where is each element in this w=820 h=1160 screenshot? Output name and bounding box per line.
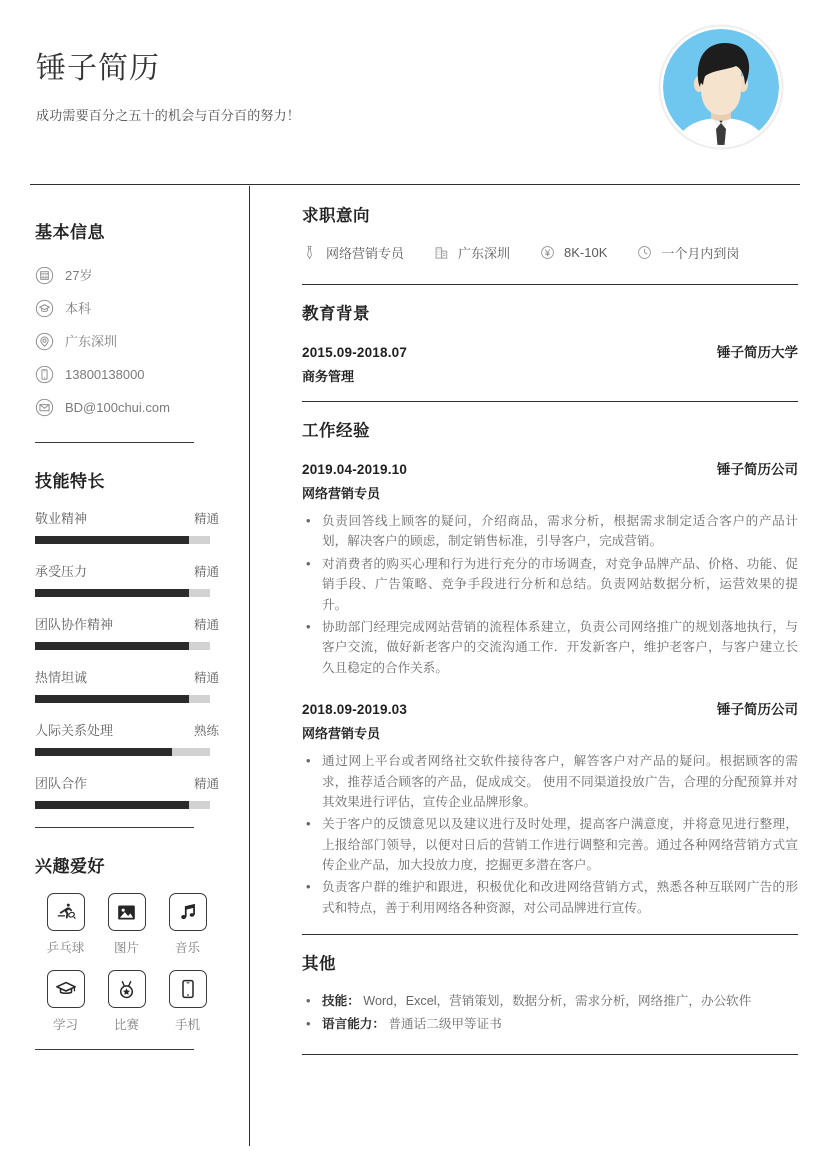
skill-item bbox=[35, 720, 219, 756]
list-item bbox=[35, 259, 219, 292]
job-intent-salary-label: 8K-10K bbox=[564, 245, 608, 260]
skill-item bbox=[35, 773, 219, 809]
education-entry bbox=[302, 341, 798, 385]
experience-company: 锤子简历公司 bbox=[717, 462, 798, 477]
skill-level: 精通 bbox=[193, 618, 219, 632]
graduation-cap-icon bbox=[47, 970, 85, 1008]
hobby-item bbox=[96, 893, 157, 956]
skill-progress-fill bbox=[35, 801, 189, 809]
bullet-item: • 协助部门经理完成网站营销的流程体系建立，负责公司网络推广的规划落地执行，与客户交流，做好新老客户的交流沟通工作．开发新客户，维护老客户，与客户建立长久且稳定的合作关系。 bbox=[318, 617, 798, 678]
skill-name: 敬业精神 bbox=[35, 511, 88, 526]
skill-name: 团队协作精神 bbox=[35, 617, 114, 632]
other-heading: 其他 bbox=[302, 955, 336, 974]
experience-entry bbox=[302, 458, 798, 678]
skill-level: 精通 bbox=[193, 512, 219, 526]
hobbies-grid bbox=[35, 893, 220, 1047]
skill-progress-track bbox=[35, 642, 210, 650]
bottom-divider bbox=[302, 1054, 798, 1055]
bullet-item: • 负责回答线上顾客的疑问，介绍商品，需求分析，根据需求制定适合客户的产品计划，解决客户的顾虑，制定销售标准，引导客户，完成营销。 bbox=[318, 511, 798, 552]
list-item bbox=[35, 325, 219, 358]
section-hobbies bbox=[35, 852, 219, 1050]
skill-level: 精通 bbox=[193, 671, 219, 685]
skill-progress-fill bbox=[35, 589, 189, 597]
hobby-item bbox=[35, 893, 96, 956]
experience-bullets bbox=[302, 511, 798, 678]
skill-progress-track bbox=[35, 536, 210, 544]
experience-bullets bbox=[302, 751, 798, 918]
experience-entry bbox=[302, 698, 798, 918]
education-heading: 教育背景 bbox=[302, 305, 370, 323]
skill-name: 热情坦诚 bbox=[35, 670, 88, 685]
section-basic-info bbox=[35, 218, 219, 443]
mobile-phone-icon bbox=[169, 970, 207, 1008]
skills-heading: 技能特长 bbox=[35, 472, 105, 491]
section-divider bbox=[302, 401, 798, 402]
hobby-label: 音乐 bbox=[174, 941, 200, 955]
job-intent-heading: 求职意向 bbox=[302, 207, 370, 225]
list-item-label: 本科 bbox=[65, 301, 92, 316]
skill-progress-track bbox=[35, 801, 210, 809]
bullet-item: • 关于客户的反馈意见以及建议进行及时处理，提高客户满意度，并将意见进行整理，上报给部门领导，以便对日后的营销工作进行调整和完善。通过各种网络营销方式宣传企业产品，加大投放力度，挖掘更多潜在客户。 bbox=[318, 814, 798, 875]
skill-item bbox=[35, 561, 219, 597]
job-intent-availability bbox=[637, 243, 739, 262]
resume-header bbox=[0, 0, 820, 184]
section-experience bbox=[302, 401, 798, 918]
tie-icon bbox=[302, 245, 317, 260]
page-title: 锤子简历 bbox=[36, 52, 160, 85]
bullet-item: • 对消费者的购买心理和行为进行充分的市场调查，对竞争品牌产品、价格、功能、促销手段、广告策略、竞争手段进行分析和总结。负责网站数据分析，运营效果的提升。 bbox=[318, 554, 798, 615]
header-slogan: 成功需要百分之五十的机会与百分百的努力！ bbox=[36, 108, 301, 123]
music-note-icon bbox=[169, 893, 207, 931]
list-item-label: 13800138000 bbox=[65, 367, 145, 382]
phone-icon bbox=[35, 365, 54, 384]
skill-name: 承受压力 bbox=[35, 564, 88, 579]
experience-date: 2018.09-2019.03 bbox=[302, 702, 408, 718]
main-content bbox=[249, 184, 820, 1071]
basic-info-list bbox=[35, 259, 219, 424]
section-job-intent bbox=[302, 202, 798, 262]
skill-item bbox=[35, 667, 219, 703]
job-intent-position bbox=[302, 243, 404, 262]
bullet-item bbox=[318, 991, 798, 1011]
section-divider bbox=[302, 934, 798, 935]
section-skills bbox=[35, 467, 219, 828]
list-item bbox=[35, 292, 219, 325]
avatar-illustration-icon bbox=[657, 23, 785, 151]
skill-progress-fill bbox=[35, 748, 172, 756]
yen-coin-icon bbox=[540, 245, 555, 260]
job-intent-salary bbox=[540, 245, 607, 260]
hobby-item bbox=[35, 970, 96, 1033]
other-value: 普通话二级甲等证书 bbox=[384, 1016, 502, 1031]
bullet-item: • 通过网上平台或者网络社交软件接待客户，解答客户对产品的疑问。根据顾客的需求，推荐适合顾客的产品，促成成交。 使用不同渠道投放广告，合理的分配预算并对其效果进行评估，宣传企业品牌形象。 bbox=[318, 751, 798, 812]
skill-progress-track bbox=[35, 748, 210, 756]
experience-position: 网络营销专员 bbox=[302, 726, 381, 742]
job-intent-position-label: 网络营销专员 bbox=[326, 246, 405, 261]
sidebar-divider bbox=[35, 827, 194, 828]
education-school: 锤子简历大学 bbox=[717, 345, 798, 360]
list-item-label: 广东深圳 bbox=[65, 334, 118, 349]
location-pin-icon bbox=[35, 332, 54, 351]
hobbies-heading: 兴趣爱好 bbox=[35, 857, 105, 876]
avatar bbox=[657, 23, 785, 151]
education-date: 2015.09-2018.07 bbox=[302, 345, 408, 360]
sidebar bbox=[0, 184, 249, 1071]
job-intent-location bbox=[434, 243, 510, 262]
bullet-item bbox=[318, 1014, 798, 1034]
hobby-label: 学习 bbox=[52, 1018, 78, 1032]
hobby-item bbox=[157, 970, 218, 1033]
section-other bbox=[302, 934, 798, 1055]
hobby-label: 手机 bbox=[174, 1018, 200, 1032]
experience-date: 2019.04-2019.10 bbox=[302, 462, 408, 477]
basic-info-heading: 基本信息 bbox=[35, 223, 105, 242]
graduation-cap-icon bbox=[35, 299, 54, 318]
skill-progress-fill bbox=[35, 536, 189, 544]
skill-level: 精通 bbox=[193, 565, 219, 579]
spacer bbox=[302, 684, 798, 698]
job-intent-availability-label: 一个月内到岗 bbox=[661, 246, 740, 261]
other-label: 语言能力： bbox=[322, 1016, 385, 1031]
skill-name: 人际关系处理 bbox=[35, 723, 114, 738]
calendar-icon bbox=[35, 266, 54, 285]
resume-body bbox=[0, 184, 820, 1071]
other-value: Word，Excel，营销策划，数据分析，需求分析，网络推广，办公软件 bbox=[359, 994, 752, 1009]
experience-heading: 工作经验 bbox=[302, 422, 370, 440]
hobby-label: 乒乓球 bbox=[46, 941, 85, 955]
other-label: 技能： bbox=[322, 994, 360, 1009]
clock-icon bbox=[637, 245, 652, 260]
email-icon bbox=[35, 398, 54, 417]
list-item-label: BD@100chui.com bbox=[65, 400, 170, 415]
table-tennis-icon bbox=[47, 893, 85, 931]
experience-position: 网络营销专员 bbox=[302, 486, 381, 501]
skill-progress-track bbox=[35, 589, 210, 597]
skill-item bbox=[35, 614, 219, 650]
skill-level: 精通 bbox=[193, 777, 219, 791]
hobby-item bbox=[157, 893, 218, 956]
skill-progress-fill bbox=[35, 695, 189, 703]
education-major: 商务管理 bbox=[302, 369, 355, 384]
skill-name: 团队合作 bbox=[35, 776, 88, 791]
hobby-label: 比赛 bbox=[113, 1018, 139, 1032]
sidebar-divider bbox=[35, 442, 194, 443]
section-education bbox=[302, 284, 798, 385]
hobby-item bbox=[96, 970, 157, 1033]
skill-item bbox=[35, 508, 219, 544]
bullet-item: • 负责客户群的维护和跟进，积极优化和改进网络营销方式，熟悉各种互联网广告的形式和特点，善于利用网络各种资源，对公司品牌进行宣传。 bbox=[318, 877, 798, 918]
skill-level: 熟练 bbox=[193, 724, 219, 738]
job-intent-location-label: 广东深圳 bbox=[458, 246, 511, 261]
image-icon bbox=[108, 893, 146, 931]
list-item-label: 27岁 bbox=[65, 268, 93, 283]
skill-progress-track bbox=[35, 695, 210, 703]
hobby-label: 图片 bbox=[113, 941, 139, 955]
skill-progress-fill bbox=[35, 642, 189, 650]
experience-company: 锤子简历公司 bbox=[717, 702, 798, 718]
list-item bbox=[35, 358, 219, 391]
medal-icon bbox=[108, 970, 146, 1008]
sidebar-divider-bottom bbox=[35, 1049, 194, 1050]
other-bullets bbox=[302, 991, 798, 1034]
list-item bbox=[35, 391, 219, 424]
job-intent-row bbox=[302, 243, 798, 262]
header-text-block bbox=[36, 52, 300, 124]
building-icon bbox=[434, 245, 449, 260]
section-divider bbox=[302, 284, 798, 285]
